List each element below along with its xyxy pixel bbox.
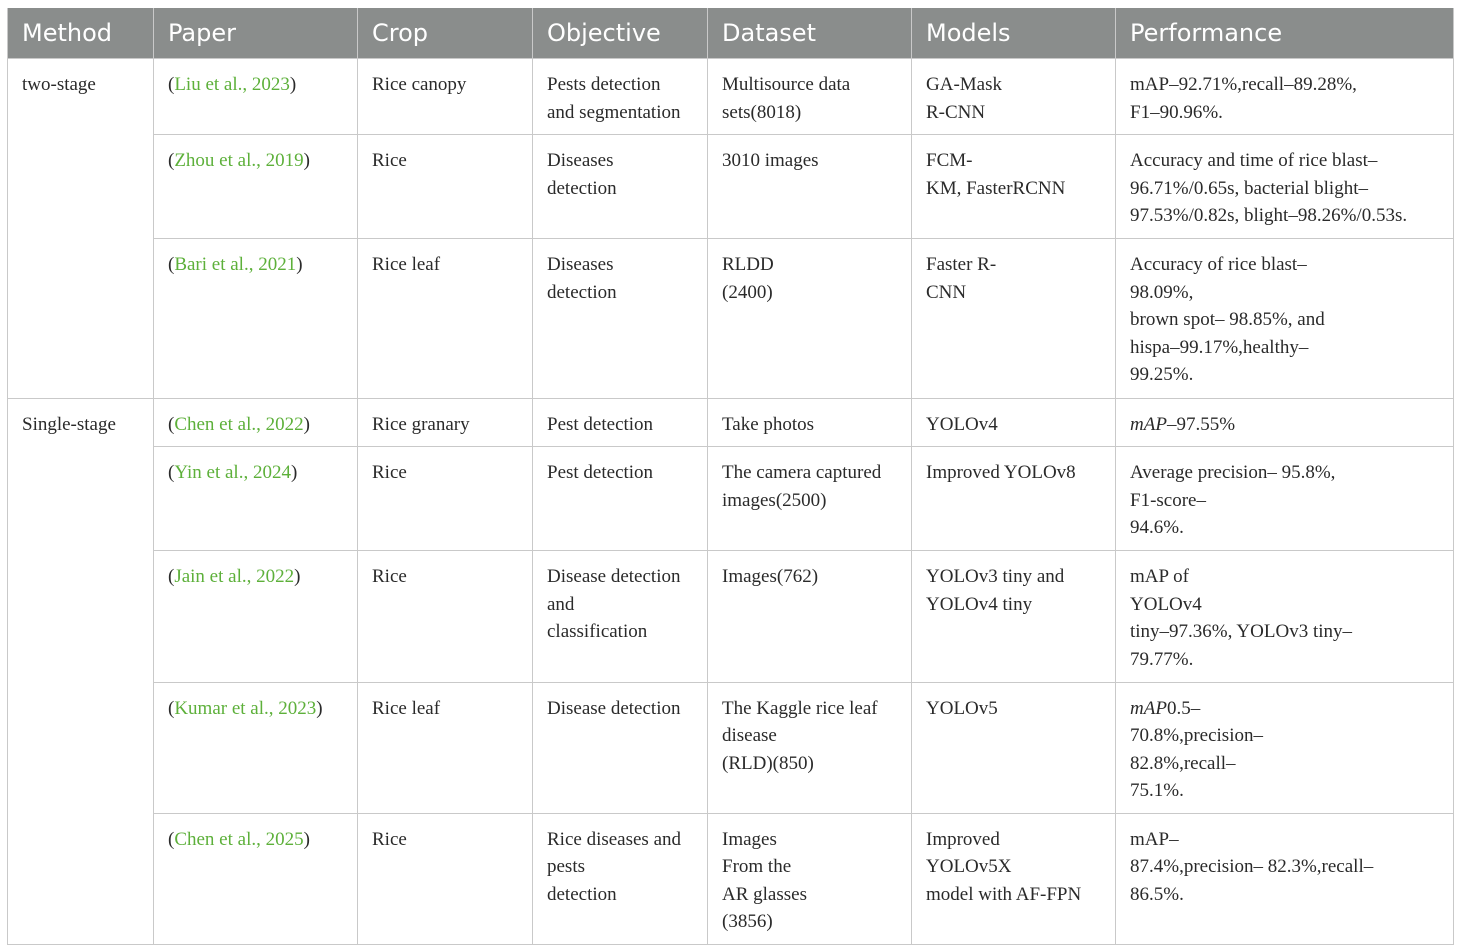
performance-cell: mAP– 87.4%,precision– 82.3%,recall– 86.5%. <box>1116 813 1454 944</box>
models-cell: YOLOv3 tiny and YOLOv4 tiny <box>912 551 1116 682</box>
models-cell: YOLOv4 <box>912 398 1116 447</box>
performance-cell: mAP–92.71%,recall–89.28%, F1–90.96%. <box>1116 59 1454 135</box>
header-objective: Objective <box>533 8 708 59</box>
paper-cell: (Liu et al., 2023) <box>154 59 358 135</box>
performance-cell: mAP of YOLOv4 tiny–97.36%, YOLOv3 tiny– 79.77%. <box>1116 551 1454 682</box>
paper-cell: (Yin et al., 2024) <box>154 447 358 551</box>
objective-cell: Rice diseases and pests detection <box>533 813 708 944</box>
table-row <box>8 682 1454 813</box>
crop-cell: Rice canopy <box>358 59 533 135</box>
performance-metric-italic: mAP <box>1130 413 1167 435</box>
paper-cell: (Chen et al., 2025) <box>154 813 358 944</box>
objective-cell: Diseases detection <box>533 135 708 239</box>
header-performance: Performance <box>1116 8 1454 59</box>
header-dataset: Dataset <box>708 8 912 59</box>
method-cell: two-stage <box>8 59 154 399</box>
crop-cell: Rice leaf <box>358 239 533 398</box>
table-row <box>8 447 1454 551</box>
paper-citation-link[interactable]: Bari et al., 2021 <box>174 254 297 276</box>
performance-cell <box>1116 682 1454 813</box>
performance-cell: Average precision– 95.8%, F1-score– 94.6%. <box>1116 447 1454 551</box>
performance-value: 0.5– 70.8%,precision– 82.8%,recall– 75.1%. <box>1130 697 1263 802</box>
paper-cell: (Chen et al., 2022) <box>154 398 358 447</box>
paper-citation-link[interactable]: Zhou et al., 2019 <box>174 150 304 172</box>
method-cell: Single-stage <box>8 398 154 944</box>
models-cell: Improved YOLOv5X model with AF-FPN <box>912 813 1116 944</box>
paper-cell: (Jain et al., 2022) <box>154 551 358 682</box>
table-header <box>8 8 1454 59</box>
models-cell: GA-Mask R-CNN <box>912 59 1116 135</box>
table-row <box>8 551 1454 682</box>
header-models: Models <box>912 8 1116 59</box>
performance-cell: Accuracy and time of rice blast– 96.71%/0.65s, bacterial blight– 97.53%/0.82s, blight–98.26%/0.53s. <box>1116 135 1454 239</box>
table-body <box>8 59 1454 945</box>
crop-cell: Rice granary <box>358 398 533 447</box>
models-cell: Improved YOLOv8 <box>912 447 1116 551</box>
performance-value: –97.55% <box>1166 413 1236 435</box>
dataset-cell: Images From the AR glasses (3856) <box>708 813 912 944</box>
objective-cell: Disease detection <box>533 682 708 813</box>
models-cell: YOLOv5 <box>912 682 1116 813</box>
objective-cell: Pests detection and segmentation <box>533 59 708 135</box>
dataset-cell: The camera captured images(2500) <box>708 447 912 551</box>
header-paper: Paper <box>154 8 358 59</box>
dataset-cell: Take photos <box>708 398 912 447</box>
table-row <box>8 135 1454 239</box>
objective-cell: Disease detection and classification <box>533 551 708 682</box>
crop-cell: Rice <box>358 135 533 239</box>
dataset-cell: The Kaggle rice leaf disease (RLD)(850) <box>708 682 912 813</box>
dataset-cell: Images(762) <box>708 551 912 682</box>
performance-cell <box>1116 398 1454 447</box>
paper-cell: (Kumar et al., 2023) <box>154 682 358 813</box>
paper-citation-link[interactable]: Yin et al., 2024 <box>174 462 291 484</box>
paper-citation-link[interactable]: Liu et al., 2023 <box>174 74 290 95</box>
objective-cell: Pest detection <box>533 398 708 447</box>
table-row <box>8 59 1454 135</box>
paper-citation-link[interactable]: Chen et al., 2025 <box>174 828 304 850</box>
comparison-table <box>7 8 1454 945</box>
header-method: Method <box>8 8 154 59</box>
objective-cell: Diseases detection <box>533 239 708 398</box>
crop-cell: Rice leaf <box>358 682 533 813</box>
paper-cell: (Bari et al., 2021) <box>154 239 358 398</box>
dataset-cell: 3010 images <box>708 135 912 239</box>
paper-cell: (Zhou et al., 2019) <box>154 135 358 239</box>
performance-cell: Accuracy of rice blast– 98.09%, brown spot– 98.85%, and hispa–99.17%,healthy– 99.25%. <box>1116 239 1454 398</box>
objective-cell: Pest detection <box>533 447 708 551</box>
crop-cell: Rice <box>358 551 533 682</box>
table-row <box>8 239 1454 398</box>
crop-cell: Rice <box>358 813 533 944</box>
paper-citation-link[interactable]: Jain et al., 2022 <box>174 566 295 588</box>
paper-citation-link[interactable]: Chen et al., 2022 <box>174 413 304 435</box>
table-row <box>8 398 1454 447</box>
header-crop: Crop <box>358 8 533 59</box>
dataset-cell: Multisource data sets(8018) <box>708 59 912 135</box>
header-row <box>8 8 1454 59</box>
models-cell: FCM- KM, FasterRCNN <box>912 135 1116 239</box>
paper-citation-link[interactable]: Kumar et al., 2023 <box>174 697 317 719</box>
dataset-cell: RLDD (2400) <box>708 239 912 398</box>
table-row <box>8 813 1454 944</box>
crop-cell: Rice <box>358 447 533 551</box>
models-cell: Faster R- CNN <box>912 239 1116 398</box>
performance-metric-italic: mAP <box>1130 697 1167 719</box>
